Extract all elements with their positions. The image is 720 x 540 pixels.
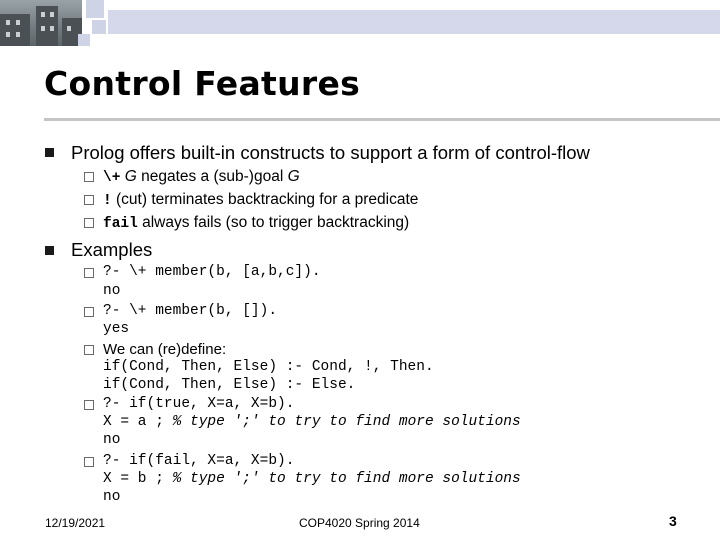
code-answer: X = a ; <box>103 414 173 430</box>
goal-variable: G <box>124 168 137 185</box>
hollow-square-bullet-icon <box>84 345 94 355</box>
hollow-square-bullet-icon <box>84 268 94 278</box>
subitem-label: We can (re)define: <box>103 341 227 358</box>
header-building-photo <box>0 0 82 46</box>
subitem-negation <box>103 168 300 186</box>
bullet-text: Prolog offers built-in constructs to support a form of control-flow <box>71 142 590 163</box>
title-divider <box>44 118 720 121</box>
subitem-text: always fails (so to trigger backtracking) <box>137 214 410 231</box>
hollow-square-bullet-icon <box>84 172 94 182</box>
code-line: ?- if(fail, X=a, X=b). <box>103 453 295 469</box>
code-line: no <box>103 432 121 448</box>
bullet-text: Examples <box>71 239 153 260</box>
code-negation-operator: \+ <box>103 170 121 186</box>
hollow-square-bullet-icon <box>84 457 94 467</box>
hollow-square-bullet-icon <box>84 195 94 205</box>
code-line <box>103 414 521 430</box>
code-answer: X = b ; <box>103 471 173 487</box>
decorative-square <box>86 0 104 18</box>
hollow-square-bullet-icon <box>84 307 94 317</box>
code-cut-operator: ! <box>103 193 112 209</box>
decorative-square <box>92 20 106 34</box>
code-line: yes <box>103 321 130 337</box>
header-accent-band <box>108 10 720 34</box>
code-line: if(Cond, Then, Else) :- Cond, !, Then. <box>103 359 434 375</box>
footer-date: 12/19/2021 <box>45 516 106 530</box>
footer-course: COP4020 Spring 2014 <box>299 516 420 530</box>
slide-title: Control Features <box>44 64 361 103</box>
code-line: no <box>103 283 121 299</box>
code-line: ?- \+ member(b, [a,b,c]). <box>103 264 321 280</box>
hollow-square-bullet-icon <box>84 400 94 410</box>
code-fail: fail <box>103 216 138 232</box>
hollow-square-bullet-icon <box>84 218 94 228</box>
code-line: if(Cond, Then, Else) :- Else. <box>103 377 356 393</box>
page-number: 3 <box>669 513 677 529</box>
code-line <box>103 471 521 487</box>
code-comment: % type ';' to try to find more solutions <box>172 414 521 430</box>
decorative-square <box>78 34 90 46</box>
subitem-text: (cut) terminates backtracking for a predicate <box>111 191 419 208</box>
subitem-text: negates a (sub-)goal <box>136 168 288 185</box>
code-line: no <box>103 489 121 505</box>
square-bullet-icon <box>45 246 54 255</box>
code-line: ?- if(true, X=a, X=b). <box>103 396 295 412</box>
square-bullet-icon <box>45 148 54 157</box>
subitem-cut <box>103 191 418 209</box>
code-comment: % type ';' to try to find more solutions <box>172 471 521 487</box>
goal-variable: G <box>287 168 300 185</box>
code-line: ?- \+ member(b, []). <box>103 303 278 319</box>
subitem-fail <box>103 214 409 232</box>
